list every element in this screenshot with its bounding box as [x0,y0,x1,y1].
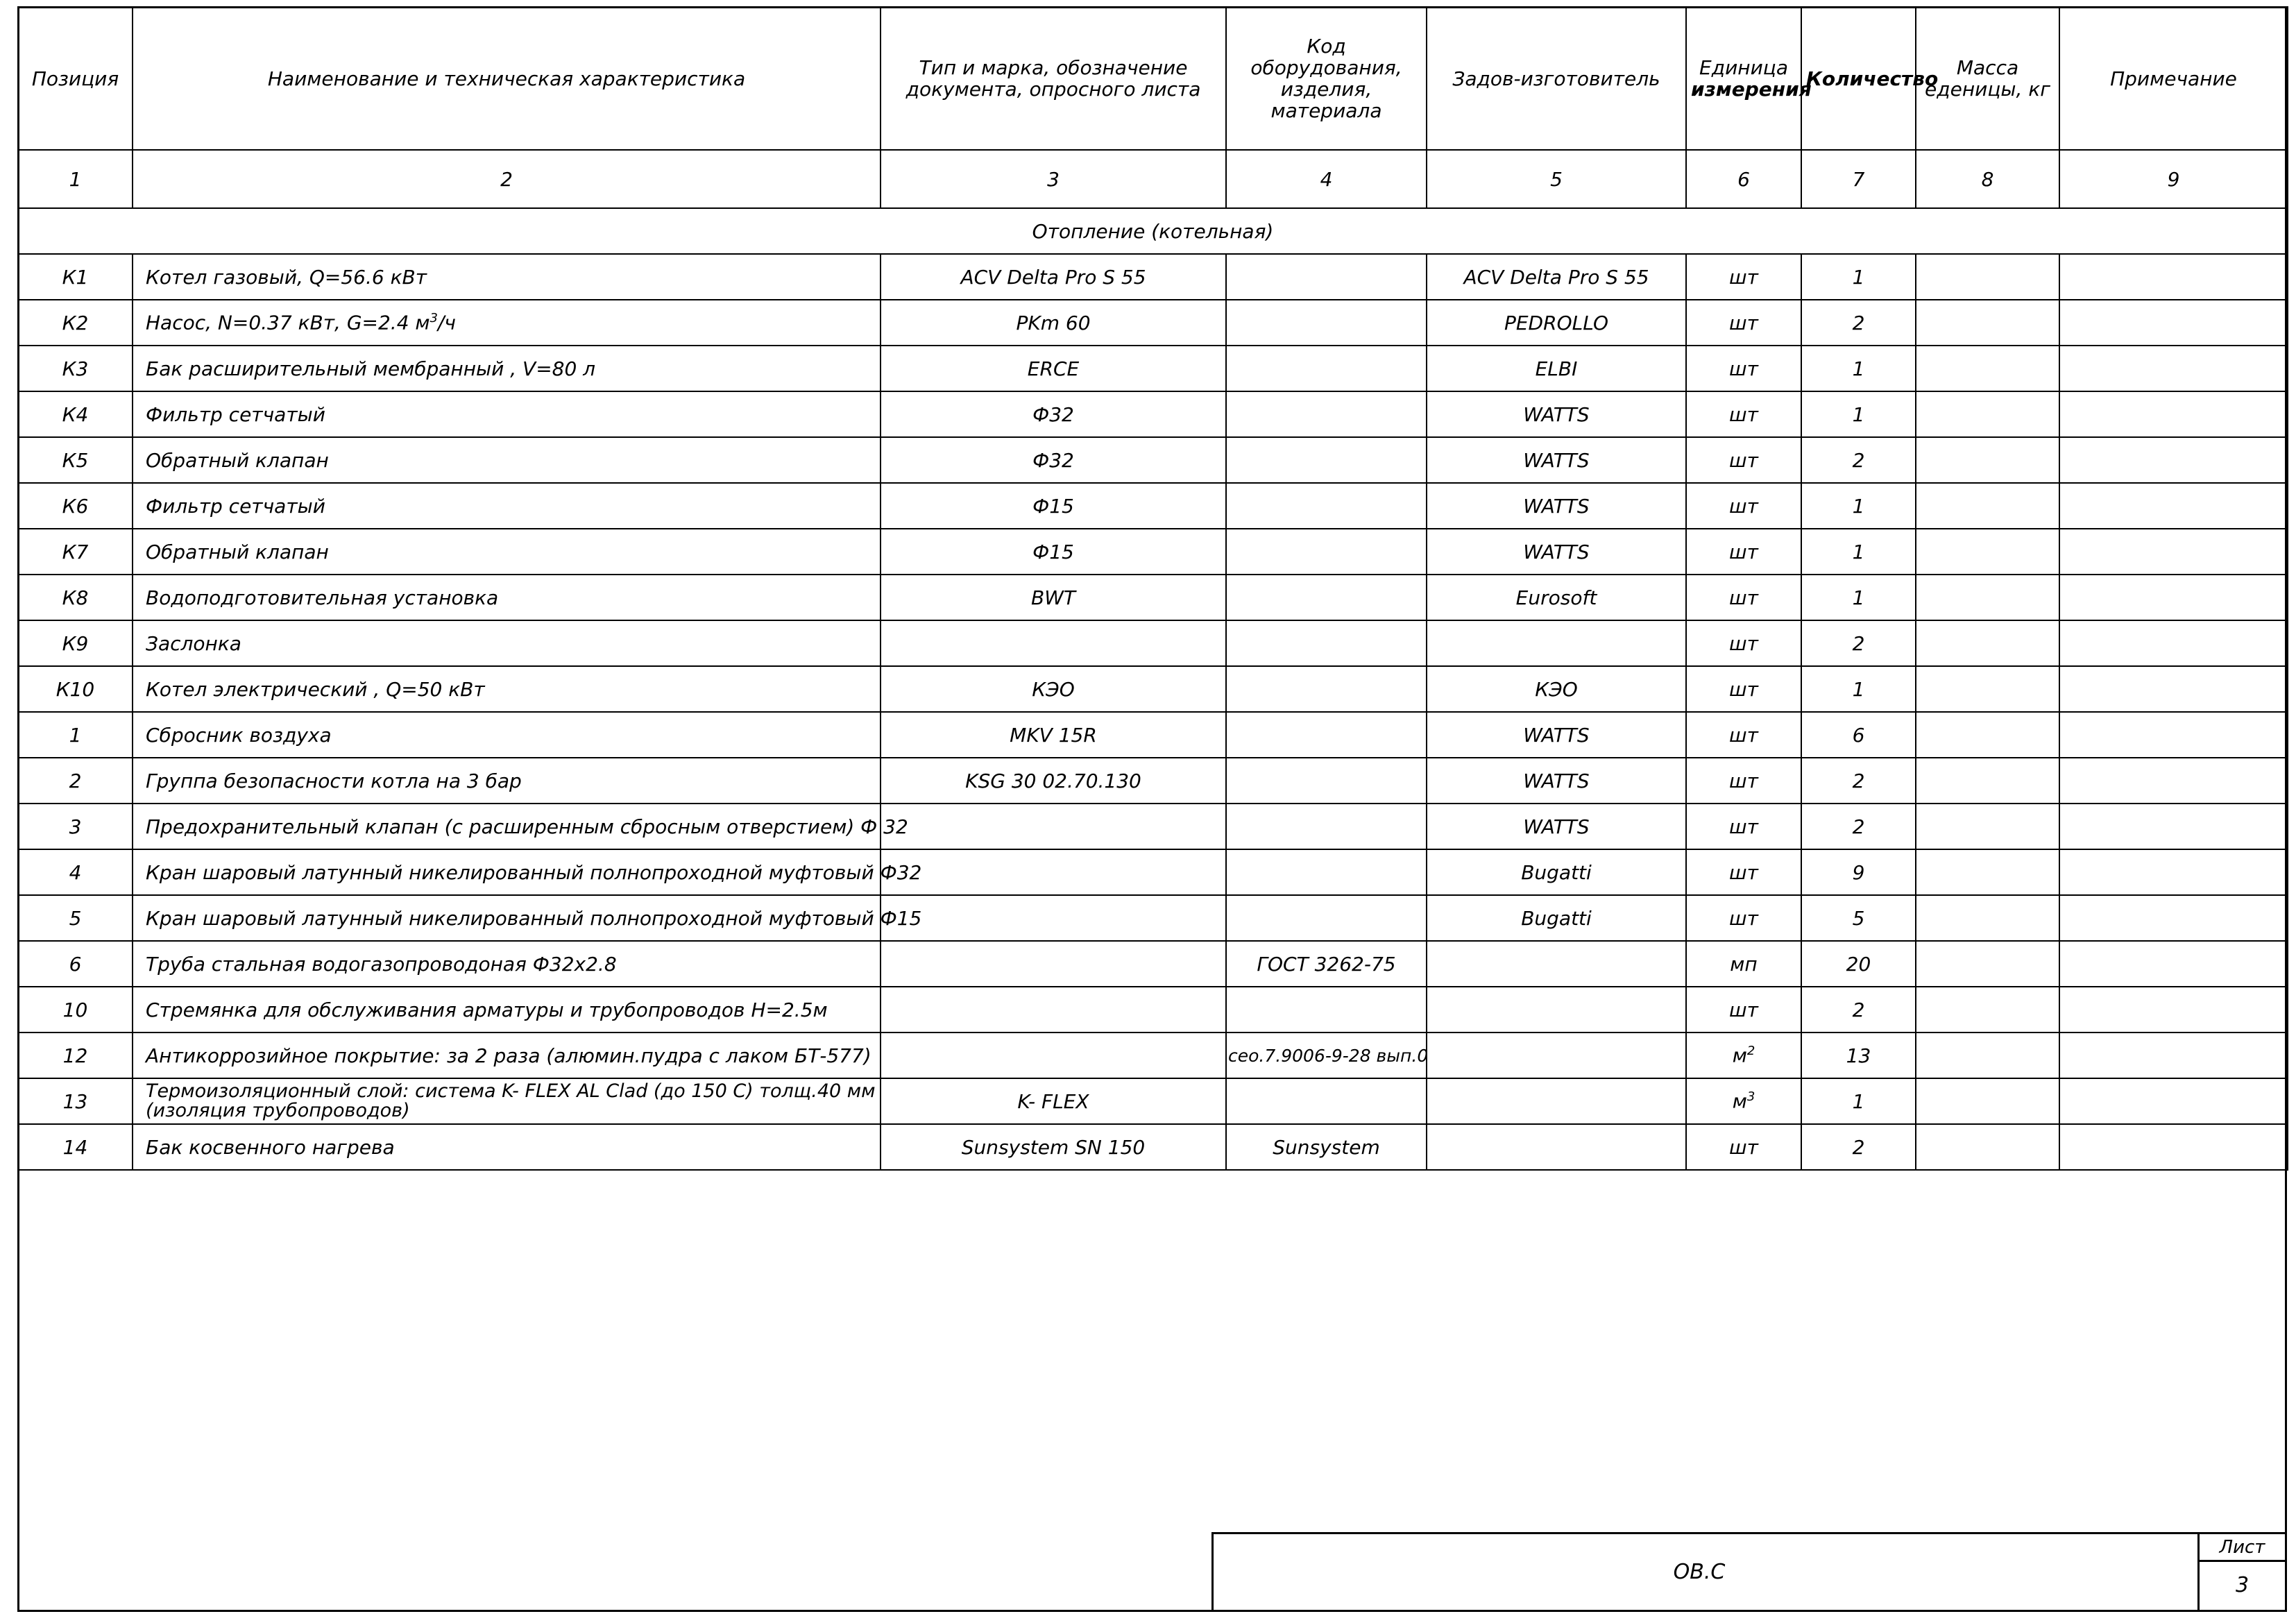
table-row [18,758,2288,804]
cell-name: Заслонка [133,620,881,666]
cell-mass [1916,1033,2059,1078]
cell-unit-text: м [1732,1044,1747,1067]
cell-mass [1916,804,2059,849]
cell-name [133,300,881,346]
col-num: 6 [1686,150,1801,208]
cell-mass [1916,758,2059,804]
cell-unit: шт [1686,758,1801,804]
cell-type [881,849,1226,895]
table-row [18,391,2288,437]
cell-type: Ф15 [881,483,1226,529]
cell-note [2059,712,2288,758]
cell-name: Группа безопасности котла на 3 бар [133,758,881,804]
cell-position: 4 [18,849,133,895]
header-mass: Масса еденицы, кг [1916,7,2059,150]
cell-unit: шт [1686,391,1801,437]
cell-quantity: 1 [1801,346,1916,391]
cell-unit: шт [1686,1124,1801,1170]
cell-type [881,941,1226,987]
cell-name: Бак расширительный мембранный , V=80 л [133,346,881,391]
col-num: 9 [2059,150,2288,208]
cell-type: Ф32 [881,391,1226,437]
cell-code [1226,437,1427,483]
cell-unit: шт [1686,895,1801,941]
header-quantity: Количество [1801,7,1916,150]
cell-mass [1916,391,2059,437]
cell-maker [1427,987,1686,1033]
cell-mass [1916,987,2059,1033]
header-code: Код оборудования, изделия, материала [1226,7,1427,150]
cell-position: 3 [18,804,133,849]
table-row [18,1033,2288,1078]
cell-code [1226,483,1427,529]
cell-maker: Bugatti [1427,895,1686,941]
cell-maker: WATTS [1427,437,1686,483]
superscript: 2 [1746,1044,1755,1059]
cell-maker [1427,1078,1686,1124]
col-num: 3 [881,150,1226,208]
table-row [18,254,2288,300]
section-row [18,208,2288,254]
cell-position: К6 [18,483,133,529]
cell-name: Котел газовый, Q=56.6 кВт [133,254,881,300]
cell-position: К8 [18,575,133,620]
header-name: Наименование и техническая характеристика [133,7,881,150]
cell-position: К7 [18,529,133,575]
cell-quantity: 1 [1801,391,1916,437]
cell-mass [1916,666,2059,712]
cell-maker: WATTS [1427,804,1686,849]
table-row [18,346,2288,391]
cell-name-tail: /ч [437,311,456,334]
column-number-row [18,150,2288,208]
cell-position: К3 [18,346,133,391]
cell-quantity: 5 [1801,895,1916,941]
col-num: 4 [1226,150,1427,208]
cell-name: Труба стальная водогазопроводоная Ф32х2.8 [133,941,881,987]
cell-quantity: 9 [1801,849,1916,895]
cell-name: Бак косвенного нагрева [133,1124,881,1170]
cell-maker [1427,941,1686,987]
cell-maker [1427,1124,1686,1170]
cell-unit: шт [1686,437,1801,483]
cell-position: 14 [18,1124,133,1170]
cell-name: Фильтр сетчатый [133,483,881,529]
cell-name: Обратный клапан [133,529,881,575]
table-row [18,804,2288,849]
cell-name-line1: Термоизоляционный слой: система K- FLEX AL Clad (до 150 С) толщ.40 мм [146,1080,876,1102]
cell-code [1226,987,1427,1033]
cell-note [2059,620,2288,666]
table-row [18,987,2288,1033]
cell-position: 5 [18,895,133,941]
cell-note [2059,941,2288,987]
cell-note [2059,1124,2288,1170]
cell-name: Обратный клапан [133,437,881,483]
cell-unit-text: м [1732,1089,1747,1113]
cell-note [2059,300,2288,346]
cell-maker: Eurosoft [1427,575,1686,620]
table-row [18,575,2288,620]
sheet-box [2197,1534,2285,1610]
cell-type [881,1033,1226,1078]
cell-note [2059,346,2288,391]
header-note: Примечание [2059,7,2288,150]
cell-maker: Bugatti [1427,849,1686,895]
cell-unit: шт [1686,804,1801,849]
cell-unit [1686,1078,1801,1124]
cell-mass [1916,895,2059,941]
cell-code [1226,254,1427,300]
cell-name: Кран шаровый латунный никелированный полнопроходной муфтовый Ф32 [133,849,881,895]
cell-name: Кран шаровый латунный никелированный полнопроходной муфтовый Ф15 [133,895,881,941]
cell-quantity: 1 [1801,1078,1916,1124]
cell-position: 6 [18,941,133,987]
cell-position: 12 [18,1033,133,1078]
cell-code [1226,666,1427,712]
cell-note [2059,987,2288,1033]
cell-unit: шт [1686,575,1801,620]
cell-code: Sunsystem [1226,1124,1427,1170]
cell-code [1226,758,1427,804]
cell-quantity: 2 [1801,620,1916,666]
table-row [18,529,2288,575]
cell-quantity: 13 [1801,1033,1916,1078]
cell-note [2059,1033,2288,1078]
cell-mass [1916,941,2059,987]
cell-code [1226,895,1427,941]
cell-position: 2 [18,758,133,804]
cell-maker: WATTS [1427,712,1686,758]
cell-name: Антикоррозийное покрытие: за 2 раза (алюмин.пудра с лаком БТ-577) [133,1033,881,1078]
cell-code [1226,1078,1427,1124]
cell-maker: WATTS [1427,391,1686,437]
cell-type [881,895,1226,941]
col-num: 8 [1916,150,2059,208]
cell-note [2059,483,2288,529]
cell-name: Сбросник воздуха [133,712,881,758]
cell-code [1226,391,1427,437]
cell-code: ГОСТ 3262-75 [1226,941,1427,987]
cell-unit: шт [1686,483,1801,529]
cell-position: К2 [18,300,133,346]
cell-quantity: 2 [1801,758,1916,804]
sheet-number: 3 [2235,1572,2250,1597]
cell-quantity: 2 [1801,804,1916,849]
cell-maker: WATTS [1427,758,1686,804]
cell-type: BWT [881,575,1226,620]
cell-unit: шт [1686,346,1801,391]
cell-position: К9 [18,620,133,666]
col-num: 7 [1801,150,1916,208]
cell-position: К5 [18,437,133,483]
cell-type [881,620,1226,666]
cell-code [1226,712,1427,758]
cell-code [1226,575,1427,620]
cell-code [1226,346,1427,391]
sheet-label: Лист [2200,1534,2285,1562]
header-maker: Задов-изготовитель [1427,7,1686,150]
cell-unit: шт [1686,620,1801,666]
cell-quantity: 1 [1801,529,1916,575]
cell-unit: шт [1686,254,1801,300]
cell-quantity: 1 [1801,575,1916,620]
cell-note [2059,758,2288,804]
cell-note [2059,1078,2288,1124]
table-row [18,1078,2288,1124]
cell-type: КЭО [881,666,1226,712]
cell-name: Стремянка для обслуживания арматуры и трубопроводов Н=2.5м [133,987,881,1033]
cell-code [1226,300,1427,346]
cell-type [881,987,1226,1033]
cell-position: 1 [18,712,133,758]
section-title: Отопление (котельная) [18,208,2288,254]
cell-name: Предохранительный клапан (с расширенным сбросным отверстием) Ф 32 [133,804,881,849]
cell-quantity: 2 [1801,437,1916,483]
cell-mass [1916,529,2059,575]
cell-note [2059,575,2288,620]
cell-name: Котел электрический , Q=50 кВт [133,666,881,712]
table-row [18,712,2288,758]
cell-note [2059,254,2288,300]
cell-unit: шт [1686,712,1801,758]
superscript: 3 [1746,1089,1755,1105]
cell-mass [1916,346,2059,391]
cell-name-text: Насос, N=0.37 кВт, G=2.4 м [146,311,430,334]
cell-quantity: 2 [1801,987,1916,1033]
cell-maker: ELBI [1427,346,1686,391]
header-position: Позиция [18,7,133,150]
specification-table [17,6,2288,1171]
cell-type: ERCE [881,346,1226,391]
cell-mass [1916,1124,2059,1170]
cell-type: Ф15 [881,529,1226,575]
cell-quantity: 20 [1801,941,1916,987]
table-row [18,941,2288,987]
cell-unit [1686,1033,1801,1078]
cell-note [2059,666,2288,712]
title-block [1211,1532,2287,1612]
table-row [18,1124,2288,1170]
col-num: 1 [18,150,133,208]
cell-position: К4 [18,391,133,437]
cell-mass [1916,575,2059,620]
cell-code [1226,849,1427,895]
cell-position: К10 [18,666,133,712]
cell-unit: шт [1686,849,1801,895]
cell-unit: шт [1686,666,1801,712]
cell-position: К1 [18,254,133,300]
cell-type: ACV Delta Pro S 55 [881,254,1226,300]
document-code: ОВ.С [1673,1560,1726,1584]
cell-note [2059,849,2288,895]
table-row [18,849,2288,895]
cell-maker [1427,620,1686,666]
table-row [18,300,2288,346]
cell-mass [1916,712,2059,758]
cell-maker: КЭО [1427,666,1686,712]
table-row [18,666,2288,712]
cell-maker: PEDROLLO [1427,300,1686,346]
cell-name-line2: (изоляция трубопроводов) [146,1100,410,1121]
cell-quantity: 2 [1801,300,1916,346]
cell-maker: WATTS [1427,483,1686,529]
cell-type: PKm 60 [881,300,1226,346]
cell-type: K- FLEX [881,1078,1226,1124]
header-unit-line1: Единица [1699,56,1788,79]
table-row [18,437,2288,483]
cell-unit: шт [1686,529,1801,575]
cell-quantity: 1 [1801,666,1916,712]
cell-type: Ф32 [881,437,1226,483]
col-num: 5 [1427,150,1686,208]
cell-mass [1916,483,2059,529]
cell-note [2059,895,2288,941]
cell-code: сео.7.9006-9-28 вып.0 [1226,1033,1427,1078]
cell-position: 10 [18,987,133,1033]
cell-quantity: 2 [1801,1124,1916,1170]
header-row [18,7,2288,150]
cell-unit: мп [1686,941,1801,987]
cell-code [1226,529,1427,575]
cell-type: Sunsystem SN 150 [881,1124,1226,1170]
superscript: 3 [430,311,438,326]
cell-unit: шт [1686,300,1801,346]
cell-note [2059,391,2288,437]
table-row [18,483,2288,529]
cell-mass [1916,254,2059,300]
cell-note [2059,529,2288,575]
cell-mass [1916,437,2059,483]
cell-type: KSG 30 02.70.130 [881,758,1226,804]
cell-mass [1916,849,2059,895]
cell-mass [1916,620,2059,666]
cell-name: Фильтр сетчатый [133,391,881,437]
cell-type [881,804,1226,849]
cell-maker: ACV Delta Pro S 55 [1427,254,1686,300]
cell-mass [1916,1078,2059,1124]
cell-quantity: 1 [1801,483,1916,529]
table-row [18,895,2288,941]
header-unit [1686,7,1812,150]
header-unit-line2: измерения [1691,78,1812,101]
col-num: 2 [133,150,881,208]
cell-quantity: 1 [1801,254,1916,300]
cell-position: 13 [18,1078,133,1124]
cell-code [1226,804,1427,849]
cell-type: MKV 15R [881,712,1226,758]
cell-unit: шт [1686,987,1801,1033]
cell-note [2059,804,2288,849]
cell-maker: WATTS [1427,529,1686,575]
cell-mass [1916,300,2059,346]
cell-note [2059,437,2288,483]
table-row [18,620,2288,666]
cell-maker [1427,1033,1686,1078]
cell-quantity: 6 [1801,712,1916,758]
cell-name [133,1078,881,1124]
header-type: Тип и марка, обозначение документа, опросного листа [881,7,1226,150]
cell-name: Водоподготовительная установка [133,575,881,620]
cell-code [1226,620,1427,666]
